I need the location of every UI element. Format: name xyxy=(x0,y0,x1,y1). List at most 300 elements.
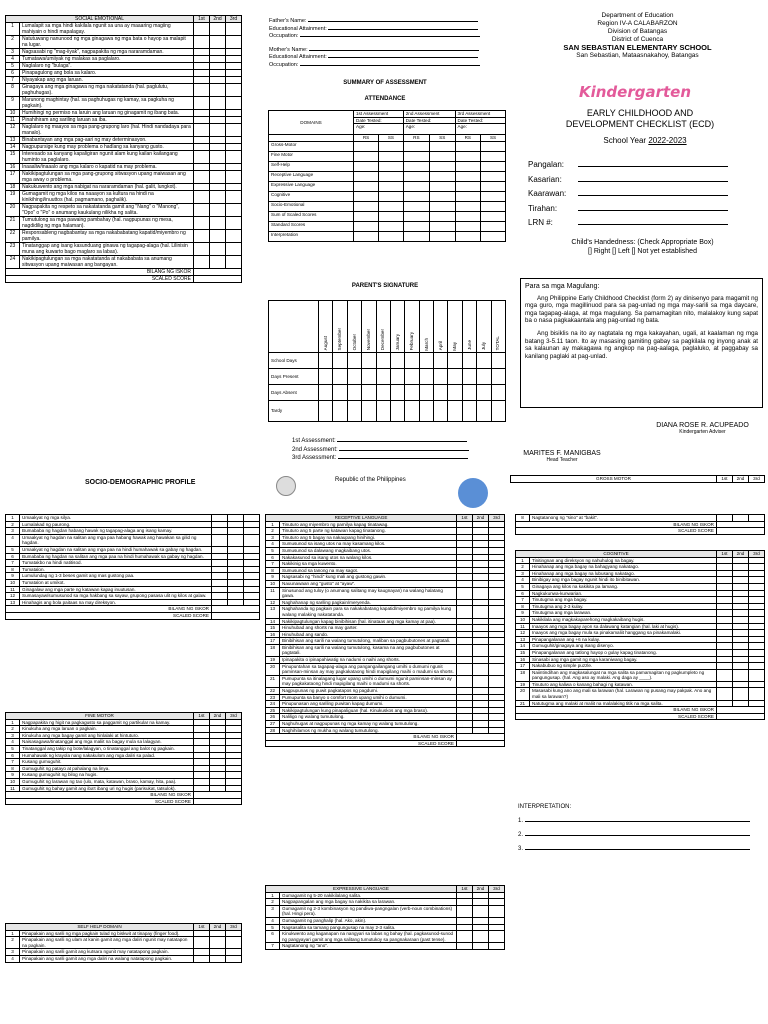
fine-check-cell[interactable] xyxy=(226,732,242,739)
social-check-cell[interactable] xyxy=(210,164,226,171)
cognitive-check-cell[interactable] xyxy=(717,570,733,577)
expressive-check-cell[interactable] xyxy=(489,899,505,906)
attendance-cell[interactable] xyxy=(405,369,419,385)
social-check-cell[interactable] xyxy=(194,84,210,97)
summary-score-cell[interactable] xyxy=(429,181,455,191)
social-check-cell[interactable] xyxy=(226,144,242,151)
gross-check-cell[interactable] xyxy=(228,534,244,546)
gross-check-cell[interactable] xyxy=(244,534,260,546)
cognitive-check-cell[interactable] xyxy=(733,681,749,688)
cognitive-scaled-score[interactable] xyxy=(717,713,765,720)
social-check-cell[interactable] xyxy=(226,230,242,243)
receptive-check-cell[interactable] xyxy=(473,618,489,625)
social-check-cell[interactable] xyxy=(210,230,226,243)
kasarian-field[interactable] xyxy=(578,181,728,182)
social-check-cell[interactable] xyxy=(194,164,210,171)
social-check-cell[interactable] xyxy=(210,110,226,117)
summary-score-cell[interactable] xyxy=(429,151,455,161)
gross-check-cell[interactable] xyxy=(212,521,228,528)
social-check-cell[interactable] xyxy=(210,70,226,77)
attendance-cell[interactable] xyxy=(419,353,433,369)
gross-check-cell[interactable] xyxy=(244,528,260,535)
attendance-cell[interactable] xyxy=(462,369,476,385)
expressive-check-cell[interactable] xyxy=(457,892,473,899)
summary-score-cell[interactable] xyxy=(354,151,379,161)
cognitive-check-cell[interactable] xyxy=(749,597,765,604)
lrn-field[interactable] xyxy=(578,224,728,225)
social-check-cell[interactable] xyxy=(226,171,242,184)
gross-check-cell[interactable] xyxy=(244,573,260,580)
fine-check-cell[interactable] xyxy=(194,732,210,739)
social-check-cell[interactable] xyxy=(194,144,210,151)
attendance-cell[interactable] xyxy=(419,369,433,385)
expressive-check-cell[interactable] xyxy=(489,917,505,924)
receptive-check-cell[interactable] xyxy=(489,528,505,535)
social-check-cell[interactable] xyxy=(194,137,210,144)
gross-check-cell[interactable] xyxy=(244,586,260,593)
handedness-options[interactable]: [] Right [] Left [] Not yet established xyxy=(588,248,697,255)
gross-raw-score[interactable] xyxy=(212,606,260,613)
receptive-check-cell[interactable] xyxy=(489,574,505,581)
expressive-check-cell[interactable] xyxy=(489,892,505,899)
cognitive-check-cell[interactable] xyxy=(749,610,765,617)
receptive-check-cell[interactable] xyxy=(473,567,489,574)
cognitive-check-cell[interactable] xyxy=(733,557,749,564)
social-check-cell[interactable] xyxy=(210,63,226,70)
attendance-cell[interactable] xyxy=(477,369,491,385)
summary-score-cell[interactable] xyxy=(403,221,429,231)
receptive-check-cell[interactable] xyxy=(457,599,473,606)
cognitive-check-cell[interactable] xyxy=(733,610,749,617)
receptive-check-cell[interactable] xyxy=(473,644,489,656)
attendance-cell[interactable] xyxy=(319,385,333,401)
cognitive-check-cell[interactable] xyxy=(717,700,733,707)
cognitive-check-cell[interactable] xyxy=(733,700,749,707)
fine-check-cell[interactable] xyxy=(210,739,226,746)
receptive-check-cell[interactable] xyxy=(473,521,489,528)
receptive-check-cell[interactable] xyxy=(489,567,505,574)
gross-check-cell[interactable] xyxy=(228,528,244,535)
summary-score-cell[interactable] xyxy=(403,191,429,201)
social-check-cell[interactable] xyxy=(194,23,210,36)
social-check-cell[interactable] xyxy=(210,137,226,144)
cognitive-check-cell[interactable] xyxy=(733,583,749,590)
summary-score-cell[interactable] xyxy=(354,181,379,191)
summary-score-cell[interactable] xyxy=(429,211,455,221)
receptive-check-cell[interactable] xyxy=(457,714,473,721)
attendance-cell[interactable] xyxy=(477,385,491,401)
fine-check-cell[interactable] xyxy=(210,785,226,792)
summary-score-cell[interactable] xyxy=(354,231,379,241)
cog-carry-c3[interactable] xyxy=(749,515,765,522)
gross-check-cell[interactable] xyxy=(212,593,228,600)
cognitive-check-cell[interactable] xyxy=(717,564,733,571)
attendance-cell[interactable] xyxy=(462,353,476,369)
expressive-check-cell[interactable] xyxy=(457,924,473,931)
fine-check-cell[interactable] xyxy=(226,785,242,792)
fine-check-cell[interactable] xyxy=(194,739,210,746)
receptive-check-cell[interactable] xyxy=(457,694,473,701)
summary-score-cell[interactable] xyxy=(429,201,455,211)
receptive-check-cell[interactable] xyxy=(473,554,489,561)
summary-score-cell[interactable] xyxy=(481,231,506,241)
cognitive-check-cell[interactable] xyxy=(749,656,765,663)
cognitive-check-cell[interactable] xyxy=(717,649,733,656)
summary-score-cell[interactable] xyxy=(481,181,506,191)
assess-line-2[interactable] xyxy=(339,450,469,451)
attendance-cell[interactable] xyxy=(405,385,419,401)
attendance-cell[interactable] xyxy=(462,401,476,422)
cognitive-check-cell[interactable] xyxy=(749,681,765,688)
receptive-check-cell[interactable] xyxy=(473,727,489,734)
receptive-check-cell[interactable] xyxy=(457,554,473,561)
cognitive-check-cell[interactable] xyxy=(717,681,733,688)
gross-check-cell[interactable] xyxy=(244,566,260,573)
social-check-cell[interactable] xyxy=(194,243,210,256)
summary-score-cell[interactable] xyxy=(429,161,455,171)
summary-score-cell[interactable] xyxy=(379,211,404,221)
summary-score-cell[interactable] xyxy=(481,211,506,221)
fine-check-cell[interactable] xyxy=(194,759,210,766)
mother-occ-field[interactable] xyxy=(300,65,480,66)
social-check-cell[interactable] xyxy=(194,56,210,63)
selfhelp-check-cell[interactable] xyxy=(194,937,210,949)
summary-score-cell[interactable] xyxy=(455,161,480,171)
gross-check-cell[interactable] xyxy=(244,546,260,553)
attendance-cell[interactable] xyxy=(448,353,462,369)
selfhelp-check-cell[interactable] xyxy=(226,937,242,949)
social-check-cell[interactable] xyxy=(194,204,210,217)
attendance-cell[interactable] xyxy=(347,401,361,422)
receptive-check-cell[interactable] xyxy=(489,721,505,728)
summary-score-cell[interactable] xyxy=(455,201,480,211)
mother-educ-field[interactable] xyxy=(328,57,478,58)
cognitive-raw-score[interactable] xyxy=(717,707,765,714)
summary-score-cell[interactable] xyxy=(403,171,429,181)
fine-check-cell[interactable] xyxy=(226,745,242,752)
receptive-check-cell[interactable] xyxy=(473,599,489,606)
social-check-cell[interactable] xyxy=(194,36,210,49)
fine-check-cell[interactable] xyxy=(226,778,242,785)
attendance-cell[interactable] xyxy=(448,385,462,401)
summary-score-cell[interactable] xyxy=(403,141,429,151)
cognitive-check-cell[interactable] xyxy=(749,564,765,571)
receptive-check-cell[interactable] xyxy=(489,561,505,568)
summary-score-cell[interactable] xyxy=(379,161,404,171)
summary-score-cell[interactable] xyxy=(455,151,480,161)
social-check-cell[interactable] xyxy=(226,56,242,63)
receptive-check-cell[interactable] xyxy=(457,727,473,734)
selfhelp-check-cell[interactable] xyxy=(210,930,226,937)
summary-score-cell[interactable] xyxy=(455,221,480,231)
attendance-cell[interactable] xyxy=(477,401,491,422)
attendance-cell[interactable] xyxy=(434,385,448,401)
receptive-check-cell[interactable] xyxy=(457,625,473,632)
attendance-cell[interactable] xyxy=(347,385,361,401)
receptive-check-cell[interactable] xyxy=(489,534,505,541)
receptive-check-cell[interactable] xyxy=(473,675,489,687)
summary-score-cell[interactable] xyxy=(354,191,379,201)
gross-check-cell[interactable] xyxy=(244,553,260,560)
cognitive-check-cell[interactable] xyxy=(717,630,733,637)
social-check-cell[interactable] xyxy=(194,184,210,191)
social-check-cell[interactable] xyxy=(210,171,226,184)
gross-check-cell[interactable] xyxy=(228,515,244,522)
fine-check-cell[interactable] xyxy=(210,745,226,752)
mother-field[interactable] xyxy=(309,50,479,51)
social-check-cell[interactable] xyxy=(226,137,242,144)
cognitive-check-cell[interactable] xyxy=(717,669,733,681)
summary-score-cell[interactable] xyxy=(455,231,480,241)
interp-line-2[interactable] xyxy=(525,835,750,836)
gross-check-cell[interactable] xyxy=(212,515,228,522)
receptive-check-cell[interactable] xyxy=(473,541,489,548)
receptive-check-cell[interactable] xyxy=(473,561,489,568)
receptive-check-cell[interactable] xyxy=(473,625,489,632)
social-check-cell[interactable] xyxy=(210,97,226,110)
cognitive-check-cell[interactable] xyxy=(749,663,765,670)
receptive-check-cell[interactable] xyxy=(489,618,505,625)
father-field[interactable] xyxy=(308,21,478,22)
social-check-cell[interactable] xyxy=(194,110,210,117)
cognitive-check-cell[interactable] xyxy=(749,570,765,577)
summary-score-cell[interactable] xyxy=(455,141,480,151)
selfhelp-check-cell[interactable] xyxy=(210,949,226,956)
receptive-check-cell[interactable] xyxy=(473,701,489,708)
expressive-check-cell[interactable] xyxy=(473,924,489,931)
cognitive-check-cell[interactable] xyxy=(733,616,749,623)
attendance-cell[interactable] xyxy=(419,385,433,401)
summary-score-cell[interactable] xyxy=(481,221,506,231)
attendance-cell[interactable] xyxy=(376,401,390,422)
cognitive-check-cell[interactable] xyxy=(749,603,765,610)
father-occ-field[interactable] xyxy=(300,36,480,37)
summary-score-cell[interactable] xyxy=(481,171,506,181)
receptive-check-cell[interactable] xyxy=(473,721,489,728)
gross-check-cell[interactable] xyxy=(244,515,260,522)
gross-check-cell[interactable] xyxy=(244,579,260,586)
cognitive-check-cell[interactable] xyxy=(749,649,765,656)
receptive-check-cell[interactable] xyxy=(457,675,473,687)
cognitive-check-cell[interactable] xyxy=(717,656,733,663)
attendance-cell[interactable] xyxy=(390,401,404,422)
cognitive-check-cell[interactable] xyxy=(749,700,765,707)
social-check-cell[interactable] xyxy=(194,256,210,269)
social-check-cell[interactable] xyxy=(210,243,226,256)
cognitive-check-cell[interactable] xyxy=(717,616,733,623)
cognitive-check-cell[interactable] xyxy=(749,669,765,681)
receptive-check-cell[interactable] xyxy=(473,638,489,645)
cognitive-check-cell[interactable] xyxy=(717,643,733,650)
cognitive-check-cell[interactable] xyxy=(749,577,765,584)
selfhelp-check-cell[interactable] xyxy=(226,949,242,956)
gross-check-cell[interactable] xyxy=(228,599,244,606)
receptive-check-cell[interactable] xyxy=(489,727,505,734)
social-check-cell[interactable] xyxy=(194,97,210,110)
fine-check-cell[interactable] xyxy=(226,726,242,733)
gross-scaled-score[interactable] xyxy=(212,612,260,619)
social-check-cell[interactable] xyxy=(210,256,226,269)
cognitive-check-cell[interactable] xyxy=(733,649,749,656)
receptive-check-cell[interactable] xyxy=(489,657,505,664)
receptive-check-cell[interactable] xyxy=(457,657,473,664)
summary-score-cell[interactable] xyxy=(403,231,429,241)
gross-check-cell[interactable] xyxy=(244,599,260,606)
summary-score-cell[interactable] xyxy=(354,211,379,221)
fine-check-cell[interactable] xyxy=(210,765,226,772)
cognitive-check-cell[interactable] xyxy=(733,603,749,610)
cog-carry-raw-score[interactable] xyxy=(717,521,765,528)
receptive-check-cell[interactable] xyxy=(489,663,505,675)
social-check-cell[interactable] xyxy=(226,184,242,191)
receptive-check-cell[interactable] xyxy=(473,528,489,535)
receptive-check-cell[interactable] xyxy=(457,587,473,599)
attendance-cell[interactable] xyxy=(405,353,419,369)
father-educ-field[interactable] xyxy=(328,29,478,30)
summary-score-cell[interactable] xyxy=(403,211,429,221)
fine-check-cell[interactable] xyxy=(210,719,226,726)
social-check-cell[interactable] xyxy=(226,217,242,230)
cognitive-check-cell[interactable] xyxy=(717,557,733,564)
receptive-check-cell[interactable] xyxy=(473,657,489,664)
social-check-cell[interactable] xyxy=(194,70,210,77)
attendance-cell[interactable] xyxy=(319,353,333,369)
receptive-check-cell[interactable] xyxy=(457,606,473,618)
gross-check-cell[interactable] xyxy=(212,534,228,546)
social-check-cell[interactable] xyxy=(226,164,242,171)
cognitive-check-cell[interactable] xyxy=(749,688,765,700)
gross-check-cell[interactable] xyxy=(228,566,244,573)
social-check-cell[interactable] xyxy=(210,191,226,204)
summary-score-cell[interactable] xyxy=(403,201,429,211)
receptive-check-cell[interactable] xyxy=(489,638,505,645)
attendance-cell[interactable] xyxy=(434,369,448,385)
gross-check-cell[interactable] xyxy=(212,560,228,567)
cognitive-check-cell[interactable] xyxy=(733,663,749,670)
attendance-cell[interactable] xyxy=(491,385,506,401)
social-check-cell[interactable] xyxy=(226,110,242,117)
receptive-check-cell[interactable] xyxy=(489,554,505,561)
social-check-cell[interactable] xyxy=(194,171,210,184)
social-check-cell[interactable] xyxy=(210,56,226,63)
receptive-check-cell[interactable] xyxy=(457,528,473,535)
cognitive-check-cell[interactable] xyxy=(749,623,765,630)
receptive-check-cell[interactable] xyxy=(473,714,489,721)
receptive-check-cell[interactable] xyxy=(473,663,489,675)
fine-check-cell[interactable] xyxy=(194,745,210,752)
gross-check-cell[interactable] xyxy=(228,546,244,553)
summary-score-cell[interactable] xyxy=(379,181,404,191)
social-check-cell[interactable] xyxy=(210,184,226,191)
social-check-cell[interactable] xyxy=(210,217,226,230)
attendance-cell[interactable] xyxy=(319,401,333,422)
gross-check-cell[interactable] xyxy=(228,573,244,580)
social-check-cell[interactable] xyxy=(194,49,210,56)
selfhelp-check-cell[interactable] xyxy=(226,955,242,962)
cognitive-check-cell[interactable] xyxy=(717,603,733,610)
fine-check-cell[interactable] xyxy=(194,772,210,779)
summary-score-cell[interactable] xyxy=(481,141,506,151)
summary-score-cell[interactable] xyxy=(455,171,480,181)
receptive-check-cell[interactable] xyxy=(489,688,505,695)
gross-check-cell[interactable] xyxy=(244,560,260,567)
receptive-scaled-score[interactable] xyxy=(457,740,505,747)
attendance-cell[interactable] xyxy=(448,369,462,385)
fine-check-cell[interactable] xyxy=(226,752,242,759)
gross-check-cell[interactable] xyxy=(212,573,228,580)
receptive-check-cell[interactable] xyxy=(473,707,489,714)
receptive-check-cell[interactable] xyxy=(473,580,489,587)
cognitive-check-cell[interactable] xyxy=(733,643,749,650)
social-check-cell[interactable] xyxy=(210,23,226,36)
attendance-cell[interactable] xyxy=(319,369,333,385)
receptive-check-cell[interactable] xyxy=(457,644,473,656)
receptive-check-cell[interactable] xyxy=(489,599,505,606)
attendance-cell[interactable] xyxy=(477,353,491,369)
cognitive-check-cell[interactable] xyxy=(733,636,749,643)
attendance-cell[interactable] xyxy=(390,385,404,401)
social-raw-score[interactable] xyxy=(194,269,242,276)
assess-line-1[interactable] xyxy=(337,441,467,442)
expressive-check-cell[interactable] xyxy=(489,943,505,950)
attendance-cell[interactable] xyxy=(419,401,433,422)
fine-check-cell[interactable] xyxy=(194,726,210,733)
receptive-check-cell[interactable] xyxy=(473,694,489,701)
receptive-check-cell[interactable] xyxy=(489,701,505,708)
attendance-cell[interactable] xyxy=(434,401,448,422)
summary-score-cell[interactable] xyxy=(379,221,404,231)
cognitive-check-cell[interactable] xyxy=(733,570,749,577)
expressive-check-cell[interactable] xyxy=(457,943,473,950)
social-check-cell[interactable] xyxy=(210,117,226,124)
summary-score-cell[interactable] xyxy=(379,231,404,241)
cognitive-check-cell[interactable] xyxy=(717,577,733,584)
receptive-check-cell[interactable] xyxy=(489,580,505,587)
gross-check-cell[interactable] xyxy=(244,521,260,528)
cognitive-check-cell[interactable] xyxy=(749,590,765,597)
cognitive-check-cell[interactable] xyxy=(749,636,765,643)
gross-check-cell[interactable] xyxy=(228,586,244,593)
summary-score-cell[interactable] xyxy=(354,221,379,231)
attendance-cell[interactable] xyxy=(491,401,506,422)
receptive-check-cell[interactable] xyxy=(489,714,505,721)
receptive-check-cell[interactable] xyxy=(473,606,489,618)
gross-check-cell[interactable] xyxy=(212,566,228,573)
receptive-check-cell[interactable] xyxy=(457,567,473,574)
cognitive-check-cell[interactable] xyxy=(749,616,765,623)
cognitive-check-cell[interactable] xyxy=(717,688,733,700)
kaarawan-field[interactable] xyxy=(578,195,728,196)
summary-score-cell[interactable] xyxy=(403,181,429,191)
gross-check-cell[interactable] xyxy=(228,521,244,528)
receptive-check-cell[interactable] xyxy=(473,534,489,541)
summary-score-cell[interactable] xyxy=(379,151,404,161)
social-check-cell[interactable] xyxy=(226,49,242,56)
cognitive-check-cell[interactable] xyxy=(733,577,749,584)
social-check-cell[interactable] xyxy=(226,77,242,84)
summary-score-cell[interactable] xyxy=(379,191,404,201)
gross-check-cell[interactable] xyxy=(212,528,228,535)
attendance-cell[interactable] xyxy=(491,369,506,385)
cognitive-check-cell[interactable] xyxy=(749,630,765,637)
cognitive-check-cell[interactable] xyxy=(717,590,733,597)
social-check-cell[interactable] xyxy=(226,243,242,256)
expressive-check-cell[interactable] xyxy=(489,905,505,917)
social-check-cell[interactable] xyxy=(210,124,226,137)
fine-check-cell[interactable] xyxy=(210,732,226,739)
attendance-cell[interactable] xyxy=(448,401,462,422)
cognitive-check-cell[interactable] xyxy=(717,583,733,590)
